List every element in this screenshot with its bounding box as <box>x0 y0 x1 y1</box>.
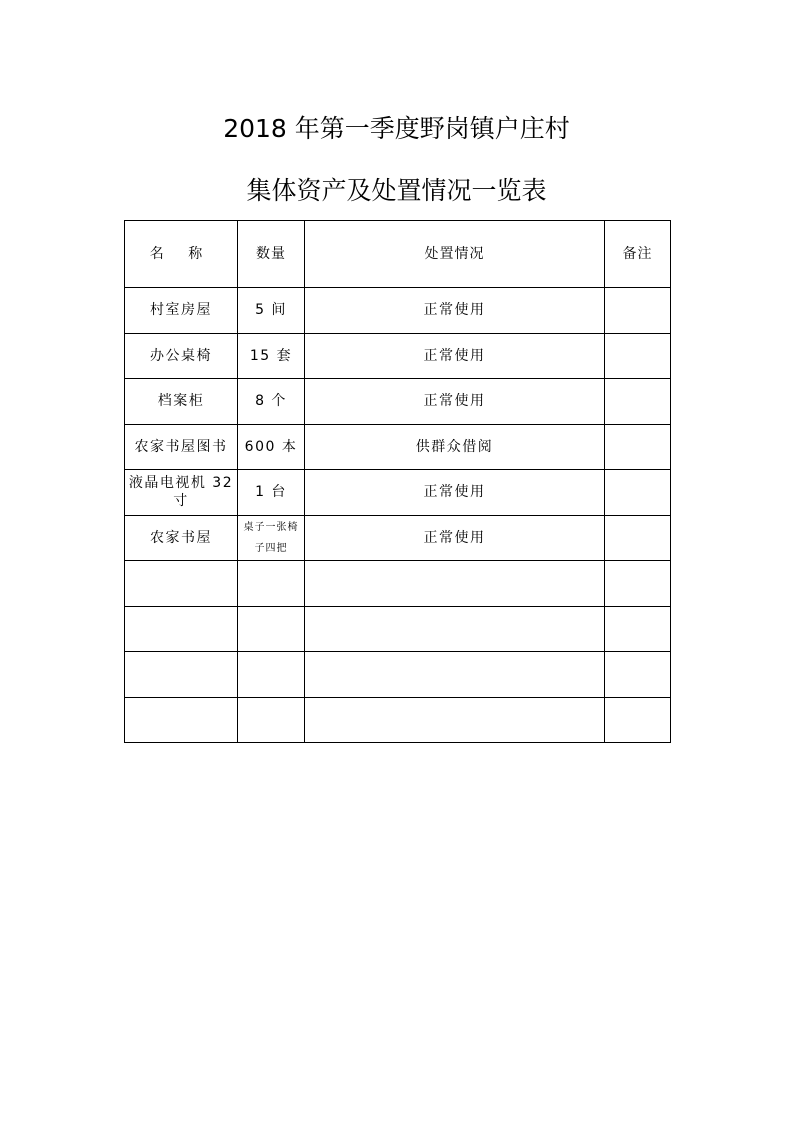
cell-disposition: 正常使用 <box>305 515 605 561</box>
cell-name: 农家书屋图书 <box>125 424 238 470</box>
cell-name <box>125 697 238 743</box>
table-row <box>125 288 671 334</box>
table-row <box>125 424 671 470</box>
cell-disposition <box>305 561 605 607</box>
asset-table <box>124 220 671 743</box>
cell-disposition: 正常使用 <box>305 379 605 425</box>
header-disposition: 处置情况 <box>305 221 605 288</box>
cell-note <box>605 470 671 516</box>
cell-disposition: 正常使用 <box>305 470 605 516</box>
cell-quantity <box>238 652 305 698</box>
cell-quantity <box>238 561 305 607</box>
cell-name <box>125 652 238 698</box>
cell-disposition <box>305 697 605 743</box>
cell-note <box>605 379 671 425</box>
cell-note <box>605 561 671 607</box>
cell-name: 液晶电视机 32 寸 <box>125 470 238 516</box>
cell-name: 办公桌椅 <box>125 333 238 379</box>
header-quantity: 数量 <box>238 221 305 288</box>
table-row <box>125 652 671 698</box>
cell-quantity <box>238 606 305 652</box>
cell-note <box>605 333 671 379</box>
cell-quantity: 5 间 <box>238 288 305 334</box>
table-row <box>125 561 671 607</box>
cell-quantity: 1 台 <box>238 470 305 516</box>
cell-quantity: 15 套 <box>238 333 305 379</box>
document-title-line-2: 集体资产及处置情况一览表 <box>246 176 547 205</box>
cell-note <box>605 652 671 698</box>
cell-disposition: 正常使用 <box>305 333 605 379</box>
cell-name <box>125 606 238 652</box>
cell-note <box>605 697 671 743</box>
cell-quantity <box>238 697 305 743</box>
table-header-row <box>125 221 671 288</box>
cell-note <box>605 424 671 470</box>
cell-quantity: 600 本 <box>238 424 305 470</box>
cell-note <box>605 515 671 561</box>
table-row <box>125 470 671 516</box>
cell-name: 村室房屋 <box>125 288 238 334</box>
document-title-line-1: 2018 年第一季度野岗镇户庄村 <box>223 114 570 143</box>
cell-disposition <box>305 606 605 652</box>
cell-name: 农家书屋 <box>125 515 238 561</box>
table-row <box>125 379 671 425</box>
cell-name <box>125 561 238 607</box>
cell-disposition: 供群众借阅 <box>305 424 605 470</box>
table-row <box>125 333 671 379</box>
header-name: 名 称 <box>125 221 238 288</box>
header-note: 备注 <box>605 221 671 288</box>
cell-note <box>605 606 671 652</box>
cell-disposition <box>305 652 605 698</box>
table-row <box>125 515 671 561</box>
cell-name: 档案柜 <box>125 379 238 425</box>
table-row <box>125 697 671 743</box>
cell-note <box>605 288 671 334</box>
table-row <box>125 606 671 652</box>
cell-disposition: 正常使用 <box>305 288 605 334</box>
cell-quantity: 8 个 <box>238 379 305 425</box>
cell-quantity: 桌子一张椅子四把 <box>238 515 305 561</box>
